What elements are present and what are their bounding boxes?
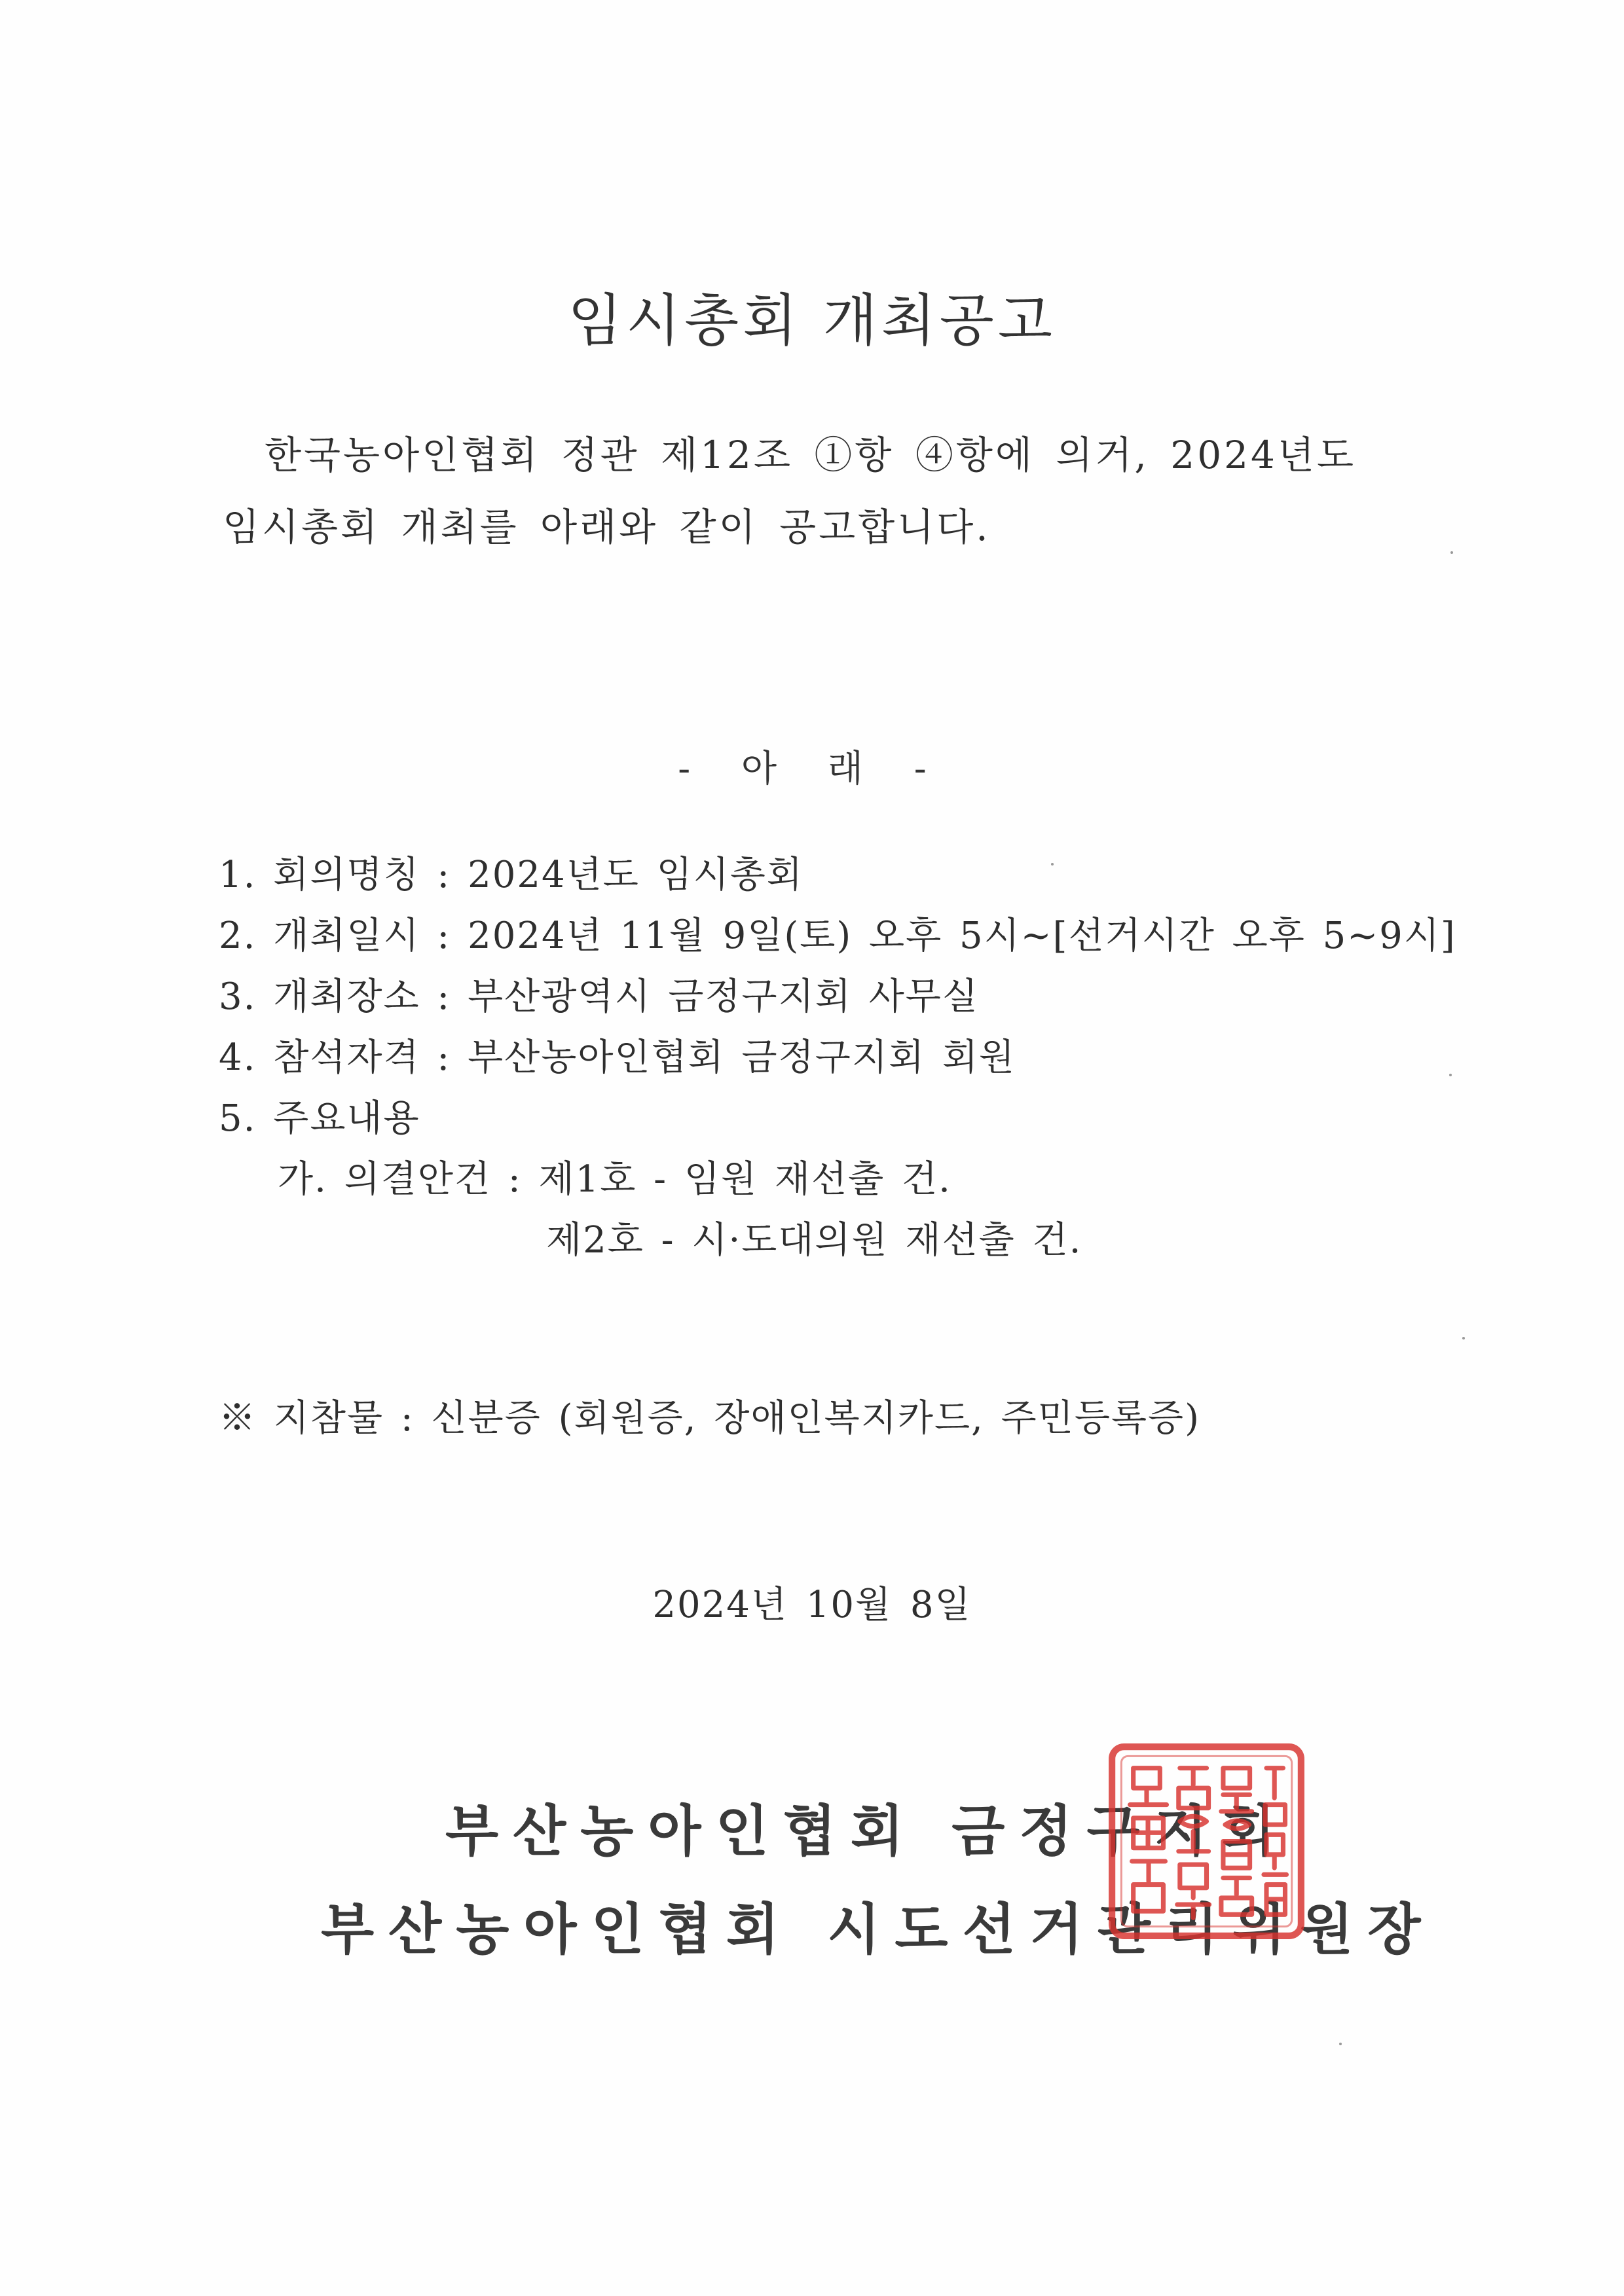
intro-line-1: 한국농아인협회 정관 제12조 ①항 ④항에 의거, 2024년도	[265, 433, 1356, 477]
page-title: 임시총회 개최공고	[568, 288, 1056, 354]
list-item-main-content: 5. 주요내용	[219, 1097, 420, 1140]
items-to-bring-note: ※ 지참물 : 신분증 (회원증, 장애인복지카드, 주민등록증)	[219, 1397, 1200, 1440]
scan-speck	[1339, 2043, 1342, 2045]
section-heading: - 아 래 -	[678, 748, 946, 790]
signature-line-2: 부산농아인협회 시도선거관리위원장	[321, 1897, 1435, 1961]
scan-speck	[1462, 1337, 1465, 1339]
list-item-meeting-name: 1. 회의명칭 : 2024년도 임시총회	[219, 854, 803, 896]
official-seal-stamp	[1107, 1741, 1306, 1941]
signature-line-1: 부산농아인협회 금정구지회	[445, 1798, 1289, 1863]
list-item-meeting-datetime: 2. 개최일시 : 2024년 11월 9일(토) 오후 5시~[선거시간 오후 5~9시]	[219, 915, 1456, 957]
list-item-attendance-eligibility: 4. 참석자격 : 부산농아인협회 금정구지회 회원	[219, 1036, 1016, 1079]
list-item-meeting-place: 3. 개최장소 : 부산광역시 금정구지회 사무실	[219, 975, 979, 1018]
announcement-date: 2024년 10월 8일	[652, 1584, 972, 1626]
scan-speck	[1051, 863, 1054, 866]
intro-paragraph	[223, 419, 1467, 563]
item-list	[219, 845, 1528, 1271]
intro-line-2: 임시총회 개최를 아래와 같이 공고합니다.	[223, 505, 991, 549]
agenda-item-1: 가. 의결안건 : 제1호 - 임원 재선출 건.	[278, 1158, 951, 1201]
scan-speck	[1449, 1074, 1452, 1076]
agenda-item-2: 제2호 - 시·도대의원 재선출 건.	[546, 1219, 1082, 1262]
scan-speck	[1450, 551, 1453, 554]
